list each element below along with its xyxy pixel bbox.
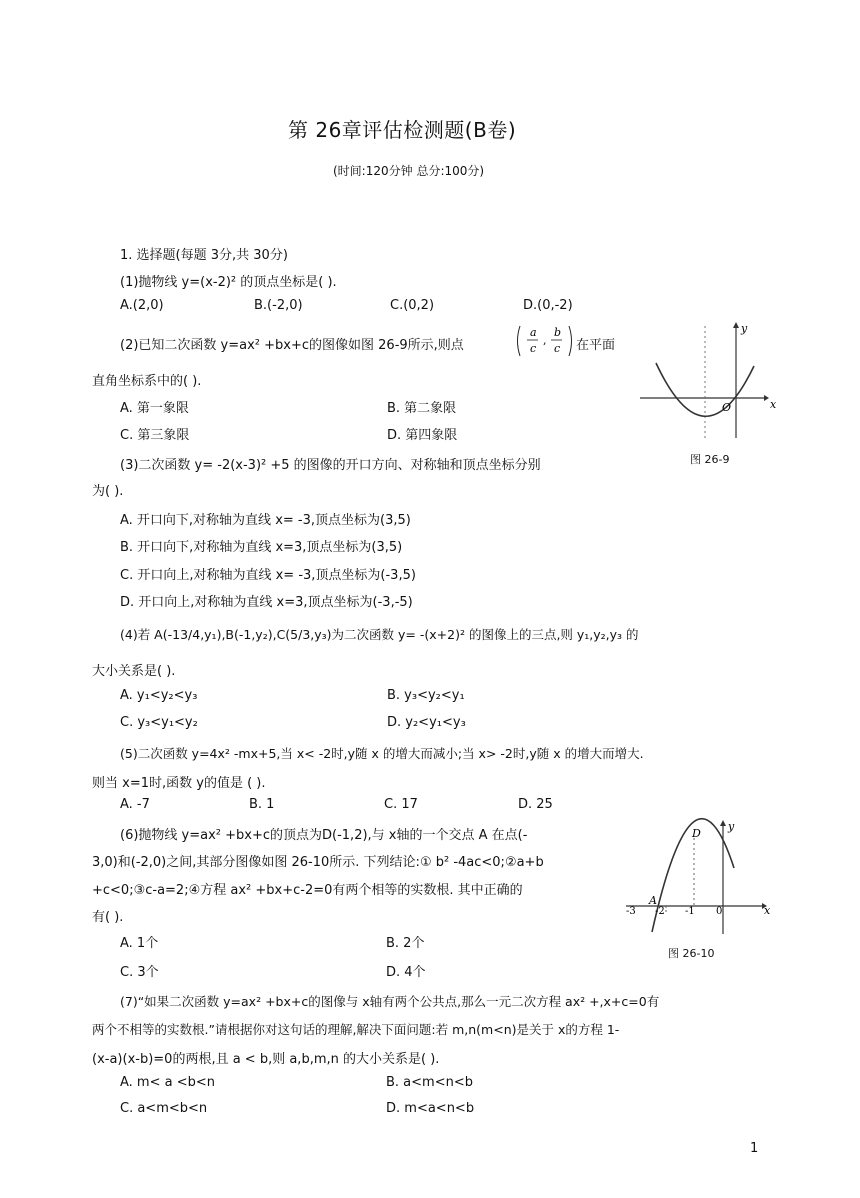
tick-minus-2: -2 bbox=[655, 906, 665, 917]
q5-stem-b: 则当 x=1时,函数 y的值是 ( ). bbox=[92, 776, 266, 791]
figure-26-10-caption: 图 26-10 bbox=[668, 947, 715, 960]
q4-option-a: A. y₁<y₂<y₃ bbox=[120, 688, 198, 703]
svg-text:c: c bbox=[554, 342, 561, 355]
y-label: y bbox=[741, 322, 748, 335]
q7-stem-c: (x-a)(x-b)=0的两根,且 a < b,则 a,b,m,n 的大小关系是( ). bbox=[92, 1052, 440, 1067]
q3-option-d: D. 开口向上,对称轴为直线 x=3,顶点坐标为(-3,-5) bbox=[120, 595, 413, 610]
q4-option-b: B. y₃<y₂<y₁ bbox=[387, 688, 465, 703]
tick-minus-1: -1 bbox=[685, 906, 695, 917]
q3-option-c: C. 开口向上,对称轴为直线 x= -3,顶点坐标为(-3,5) bbox=[120, 568, 416, 583]
section-heading: 1. 选择题(每题 3分,共 30分) bbox=[120, 248, 288, 263]
q4-option-d: D. y₂<y₁<y₃ bbox=[387, 715, 466, 730]
q5-option-a: A. -7 bbox=[120, 797, 150, 812]
q6-option-c: C. 3个 bbox=[120, 965, 159, 980]
q6-option-d: D. 4个 bbox=[386, 965, 426, 980]
figure-26-9-caption: 图 26-9 bbox=[690, 453, 730, 466]
page-title: 第 26章评估检测题(B卷) bbox=[288, 118, 517, 142]
q2-stem-b: 在平面 bbox=[576, 338, 616, 353]
x-label: x bbox=[764, 904, 771, 917]
q5-option-c: C. 17 bbox=[384, 797, 418, 812]
parabola bbox=[656, 363, 754, 416]
point-a-label: A bbox=[649, 894, 657, 907]
vertex-label: D bbox=[692, 827, 701, 840]
q2-option-b: B. 第二象限 bbox=[387, 401, 457, 416]
svg-text:c: c bbox=[530, 342, 537, 355]
q5-stem-a: (5)二次函数 y=4x² -mx+5,当 x< -2时,y随 x 的增大而减小;当 x> -2时,y随 x 的增大而增大. bbox=[120, 746, 644, 761]
q1-option-d: D.(0,-2) bbox=[523, 298, 573, 313]
q1-option-c: C.(0,2) bbox=[390, 298, 435, 313]
svg-text:b: b bbox=[554, 326, 562, 339]
q6-stem-c: +c<0;③c-a=2;④方程 ax² +bx+c-2=0有两个相等的实数根. 其中正确的 bbox=[92, 883, 523, 898]
q4-stem-a: (4)若 A(-13/4,y₁),B(-1,y₂),C(5/3,y₃)为二次函数 y= -(x+2)² 的图像上的三点,则 y₁,y₂,y₃ 的 bbox=[120, 627, 639, 642]
q1-option-b: B.(-2,0) bbox=[254, 298, 303, 313]
svg-text:,: , bbox=[543, 334, 547, 347]
q1-stem: (1)抛物线 y=(x-2)² 的顶点坐标是( ). bbox=[120, 275, 337, 290]
q6-option-b: B. 2个 bbox=[386, 936, 425, 951]
q2-option-d: D. 第四象限 bbox=[387, 428, 458, 443]
page-number: 1 bbox=[750, 1141, 759, 1156]
q2-point-fraction bbox=[514, 323, 576, 359]
q7-option-d: D. m<a<n<b bbox=[386, 1101, 475, 1116]
tick-0: 0 bbox=[716, 906, 723, 917]
q6-stem-d: 有( ). bbox=[92, 910, 124, 925]
q1-option-a: A.(2,0) bbox=[120, 298, 164, 313]
figure-26-10 bbox=[622, 814, 772, 936]
origin-label: O bbox=[722, 401, 732, 414]
q3-option-b: B. 开口向下,对称轴为直线 x=3,顶点坐标为(3,5) bbox=[120, 540, 403, 555]
q4-stem-b: 大小关系是( ). bbox=[92, 664, 176, 679]
page-subtitle: (时间:120分钟 总分:100分) bbox=[333, 164, 485, 178]
q7-stem-b: 两个不相等的实数根.”请根据你对这句话的理解,解决下面问题:若 m,n(m<n)是关于 x的方程 1- bbox=[92, 1022, 620, 1037]
q6-option-a: A. 1个 bbox=[120, 936, 159, 951]
q3-stem-a: (3)二次函数 y= -2(x-3)² +5 的图像的开口方向、对称轴和顶点坐标分别 bbox=[120, 458, 541, 473]
svg-text:a: a bbox=[530, 326, 537, 339]
q2-option-a: A. 第一象限 bbox=[120, 401, 189, 416]
figure-26-9 bbox=[636, 318, 776, 444]
figure-26-10-svg bbox=[622, 814, 772, 936]
tick-minus-3: -3 bbox=[626, 906, 636, 917]
x-label: x bbox=[770, 398, 776, 411]
q2-stem-a: (2)已知二次函数 y=ax² +bx+c的图像如图 26-9所示,则点 bbox=[120, 338, 464, 353]
q6-stem-b: 3,0)和(-2,0)之间,其部分图像如图 26-10所示. 下列结论:① b² -4ac<0;②a+b bbox=[92, 855, 544, 870]
q7-option-a: A. m< a <b<n bbox=[120, 1075, 215, 1090]
q4-option-c: C. y₃<y₁<y₂ bbox=[120, 715, 198, 730]
q2-stem-c: 直角坐标系中的( ). bbox=[92, 374, 202, 389]
q2-option-c: C. 第三象限 bbox=[120, 428, 190, 443]
q7-option-c: C. a<m<b<n bbox=[120, 1101, 208, 1116]
q7-stem-a: (7)“如果二次函数 y=ax² +bx+c的图像与 x轴有两个公共点,那么一元二次方程 ax² +,x+c=0有 bbox=[120, 994, 660, 1009]
y-label: y bbox=[728, 820, 735, 833]
q5-option-b: B. 1 bbox=[249, 797, 275, 812]
q5-option-d: D. 25 bbox=[518, 797, 553, 812]
figure-26-9-svg bbox=[636, 318, 776, 444]
q3-option-a: A. 开口向下,对称轴为直线 x= -3,顶点坐标为(3,5) bbox=[120, 513, 411, 528]
q6-stem-a: (6)抛物线 y=ax² +bx+c的顶点为D(-1,2),与 x轴的一个交点 A 在点(- bbox=[120, 828, 528, 843]
q7-option-b: B. a<m<n<b bbox=[386, 1075, 473, 1090]
q2-point-svg bbox=[514, 323, 576, 359]
q3-stem-b: 为( ). bbox=[92, 484, 124, 499]
